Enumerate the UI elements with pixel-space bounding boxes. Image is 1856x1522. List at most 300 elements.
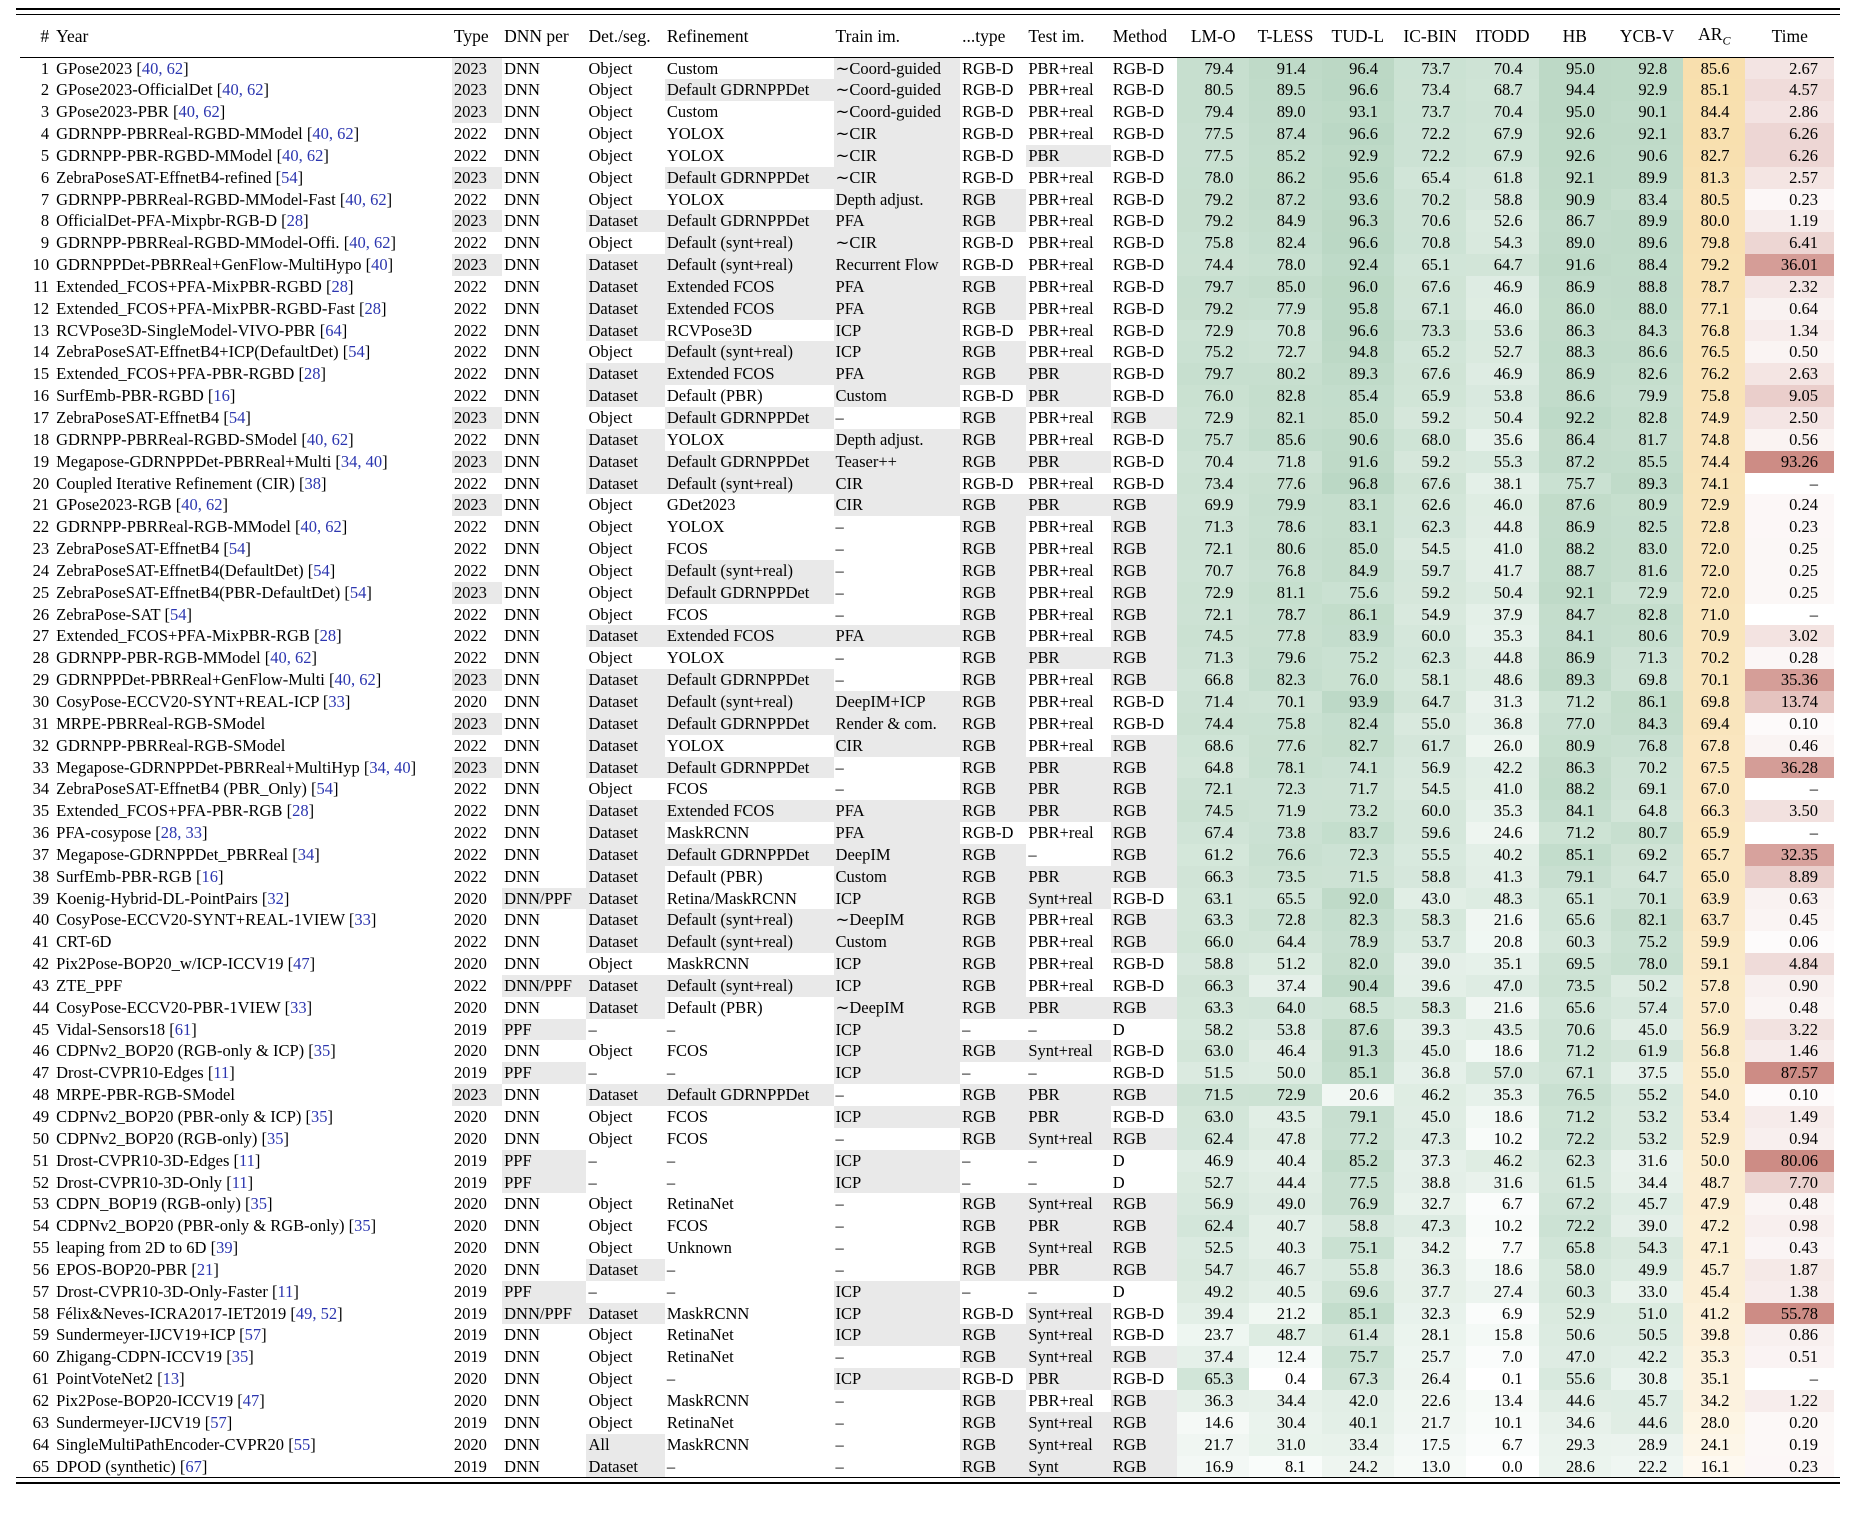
cell-detseg: Object: [588, 1369, 633, 1389]
citation-link[interactable]: 54: [349, 582, 367, 602]
cell-time: 6.26: [1745, 123, 1834, 145]
cell-detseg: –: [588, 1281, 597, 1301]
cell-method: RGB: [1111, 1434, 1177, 1456]
citation-link[interactable]: 40, 62: [178, 102, 220, 122]
cell-hb: 70.6: [1539, 1019, 1611, 1041]
cell-hb: 67.1: [1539, 1062, 1611, 1084]
citation-link[interactable]: 28, 33: [160, 823, 203, 843]
cell-time: 93.26: [1745, 451, 1834, 473]
cell-method: RGB: [1111, 1237, 1177, 1259]
citation-link[interactable]: 47: [242, 1390, 260, 1410]
method-name: Extended_FCOS+PFA-MixPBR-RGBD: [56, 276, 322, 296]
cell-lmo: 61.2: [1177, 844, 1249, 866]
citation-link[interactable]: 35: [354, 1216, 371, 1236]
cell-method: RGB: [1111, 778, 1177, 800]
cell-tless: 21.2: [1249, 1303, 1321, 1325]
cell-time: 0.56: [1745, 429, 1834, 451]
cell-trainim: –: [835, 648, 844, 668]
citation-link[interactable]: 40, 62: [300, 517, 342, 537]
cell-arc: 45.4: [1683, 1281, 1745, 1303]
cell-arc: 54.0: [1683, 1084, 1745, 1106]
cell-arc: 72.0: [1683, 538, 1745, 560]
citation-link[interactable]: 54: [228, 539, 246, 559]
citation-link[interactable]: 54: [313, 560, 330, 580]
cell-time: 80.06: [1745, 1150, 1834, 1172]
cell-detseg: Object: [588, 145, 633, 165]
cell-ycbv: 80.9: [1611, 494, 1683, 516]
cell-time: –: [1745, 473, 1834, 495]
cell-refinement: Custom: [666, 58, 719, 78]
cell-idx: 28: [32, 648, 50, 668]
cell-icbin: 59.2: [1394, 451, 1466, 473]
method-name: PointVoteNet2: [56, 1369, 154, 1389]
cell-arc: 74.1: [1683, 473, 1745, 495]
cell-ycbv: 84.3: [1611, 320, 1683, 342]
cell-dnnper: DNN: [504, 495, 540, 515]
table-row: [20, 647, 1834, 669]
cell-hb: 58.0: [1539, 1259, 1611, 1281]
cell-tless: 73.5: [1249, 866, 1321, 888]
citation-bracket: [: [331, 451, 341, 471]
table-row: [20, 822, 1834, 844]
cell-testim: PBR+real: [1028, 80, 1094, 100]
citation-link[interactable]: 54: [348, 342, 365, 362]
citation-link[interactable]: 34, 40: [340, 451, 383, 471]
cell-type: 2022: [453, 145, 487, 165]
citation-link[interactable]: 33: [328, 691, 345, 711]
table-row: [20, 1193, 1834, 1215]
cell-ycbv: 82.5: [1611, 516, 1683, 538]
cell-lmo: 70.7: [1177, 560, 1249, 582]
citation-link[interactable]: 40, 62: [270, 648, 312, 668]
cell-time: 0.23: [1745, 189, 1834, 211]
citation-link[interactable]: 35: [250, 1194, 267, 1214]
cell-imtype: RGB: [960, 757, 1026, 779]
citation-bracket: ]: [179, 1369, 185, 1389]
cell-trainim: ∼CIR: [834, 167, 961, 189]
method-name: GPose2023-OfficialDet: [56, 80, 213, 100]
cell-detseg: Object: [588, 58, 633, 78]
citation-link[interactable]: 11: [231, 1172, 248, 1192]
cell-method: RGB: [1111, 735, 1177, 757]
cell-lmo: 68.6: [1177, 735, 1249, 757]
citation-link[interactable]: 11: [213, 1063, 230, 1083]
citation-link[interactable]: 34: [297, 844, 315, 864]
cell-tless: 30.4: [1249, 1412, 1321, 1434]
citation-link[interactable]: 40, 62: [345, 189, 387, 209]
table-row: [20, 429, 1834, 451]
cell-itodd: 0.1: [1466, 1368, 1538, 1390]
method-name: Drost-CVPR10-Edges: [56, 1063, 204, 1083]
cell-name: [54, 232, 452, 254]
cell-hb: 67.2: [1539, 1193, 1611, 1215]
cell-ycbv: 51.0: [1611, 1303, 1683, 1325]
citation-link[interactable]: 40, 62: [334, 670, 376, 690]
citation-link[interactable]: 57: [244, 1325, 262, 1345]
cell-idx: 5: [40, 145, 50, 165]
cell-imtype: –: [962, 1281, 971, 1301]
cell-tless: 76.8: [1249, 560, 1321, 582]
cell-trainim: ∼DeepIM: [834, 997, 961, 1019]
citation-link[interactable]: 40, 62: [141, 58, 184, 78]
cell-detseg: Dataset: [586, 713, 664, 735]
cell-hb: 50.6: [1539, 1324, 1611, 1346]
cell-refinement: Retina/MaskRCNN: [666, 888, 797, 908]
cell-arc: 24.1: [1683, 1434, 1745, 1456]
cell-ycbv: 92.1: [1611, 123, 1683, 145]
citation-link[interactable]: 40: [371, 255, 388, 275]
citation-link[interactable]: 11: [277, 1281, 294, 1301]
cell-hb: 86.7: [1539, 210, 1611, 232]
cell-type: 2022: [453, 844, 487, 864]
cell-tudl: 75.6: [1322, 582, 1394, 604]
cell-refinement: Unknown: [666, 1238, 732, 1258]
method-name: GDRNPP-PBRReal-RGBD-MModel: [56, 124, 303, 144]
cell-ycbv: 89.9: [1611, 210, 1683, 232]
cell-testim: PBR+real: [1028, 932, 1094, 952]
citation-link[interactable]: 11: [239, 1150, 255, 1170]
cell-testim: PBR+real: [1028, 626, 1094, 646]
table-row: [20, 1303, 1834, 1325]
cell-refinement: Extended FCOS: [665, 363, 834, 385]
citation-link[interactable]: 54: [169, 604, 187, 624]
cell-icbin: 45.0: [1394, 1106, 1466, 1128]
cell-name: [54, 123, 452, 145]
cell-trainim: DeepIM+ICP: [834, 691, 961, 713]
citation-link[interactable]: 40, 62: [306, 429, 349, 449]
cell-method: RGB: [1111, 1412, 1177, 1434]
citation-link[interactable]: 54: [228, 408, 246, 427]
table-row: [20, 276, 1834, 298]
citation-bracket: [: [340, 582, 350, 602]
method-name: ZebraPoseSAT-EffnetB4+ICP(DefaultDet): [56, 342, 339, 362]
cell-method: RGB-D: [1112, 473, 1165, 493]
cell-method: RGB-D: [1112, 298, 1165, 318]
cell-imtype: RGB: [960, 997, 1026, 1019]
citation-link[interactable]: 40, 62: [181, 495, 223, 515]
citation-link[interactable]: 38: [304, 473, 321, 493]
cell-tudl: 72.3: [1322, 844, 1394, 866]
cell-name: [54, 582, 452, 604]
cell-dnnper: DNN: [504, 560, 540, 580]
method-name: Megapose-GDRNPPDet-PBRReal+MultiHyp: [56, 757, 360, 777]
cell-itodd: 38.1: [1466, 473, 1538, 495]
cell-type: 2020: [453, 954, 487, 974]
cell-time: 0.90: [1745, 975, 1834, 997]
cell-dnnper: DNN: [504, 713, 540, 733]
cell-tudl: 85.0: [1322, 407, 1394, 429]
cell-name: [54, 189, 452, 211]
cell-dnnper: DNN: [504, 582, 540, 602]
table-row: [20, 494, 1834, 516]
cell-refinement: Default GDRNPPDet: [665, 167, 834, 189]
citation-link[interactable]: 40, 62: [312, 124, 354, 144]
cell-detseg: Object: [588, 648, 633, 668]
cell-detseg: Dataset: [586, 385, 664, 407]
cell-refinement: –: [666, 1150, 676, 1170]
citation-bracket: [: [222, 1347, 232, 1367]
cell-method: RGB: [1111, 560, 1177, 582]
cell-method: RGB-D: [1112, 255, 1165, 275]
cell-itodd: 55.3: [1466, 451, 1538, 473]
citation-bracket: [: [283, 954, 294, 974]
cell-trainim: ICP: [834, 341, 961, 363]
cell-detseg: Object: [588, 233, 633, 253]
method-name: CosyPose-ECCV20-PBR-1VIEW: [56, 997, 281, 1017]
cell-dnnper: PPF: [502, 1150, 586, 1172]
citation-link[interactable]: 35: [231, 1347, 249, 1367]
citation-link[interactable]: 39: [216, 1238, 233, 1258]
cell-time: 36.01: [1745, 254, 1834, 276]
cell-icbin: 65.1: [1394, 254, 1466, 276]
cell-arc: 78.7: [1683, 276, 1745, 298]
cell-method: RGB-D: [1112, 954, 1165, 974]
cell-ycbv: 85.5: [1611, 451, 1683, 473]
table-row: [20, 1390, 1834, 1412]
citation-link[interactable]: 16: [201, 866, 218, 886]
cell-hb: 62.3: [1539, 1150, 1611, 1172]
cell-arc: 69.8: [1683, 691, 1745, 713]
cell-arc: 71.0: [1683, 604, 1745, 626]
cell-lmo: 21.7: [1177, 1434, 1249, 1456]
table-row: [20, 1237, 1834, 1259]
col-header-dnn-per: DNN per: [502, 15, 586, 57]
cell-arc: 65.7: [1683, 844, 1745, 866]
cell-arc: 35.3: [1683, 1346, 1745, 1368]
cell-lmo: 63.0: [1177, 1106, 1249, 1128]
cell-tudl: 61.4: [1322, 1324, 1394, 1346]
cell-testim: PBR+real: [1028, 975, 1094, 995]
cell-icbin: 59.2: [1394, 582, 1466, 604]
citation-link[interactable]: 28: [331, 276, 348, 296]
cell-testim: –: [1028, 1150, 1037, 1170]
cell-trainim: ICP: [834, 1040, 961, 1062]
cell-testim: PBR+real: [1028, 408, 1094, 427]
cell-method: RGB-D: [1112, 320, 1165, 340]
cell-dnnper: DNN: [504, 451, 540, 471]
cell-arc: 76.2: [1683, 363, 1745, 385]
cell-ycbv: 82.1: [1611, 909, 1683, 931]
cell-dnnper: DNN: [504, 429, 540, 449]
cell-tudl: 96.6: [1322, 123, 1394, 145]
citation-link[interactable]: 32: [267, 888, 284, 908]
cell-trainim: –: [835, 1238, 844, 1258]
cell-refinement: Default GDRNPPDet: [665, 1084, 834, 1106]
cell-hb: 88.3: [1539, 341, 1611, 363]
cell-time: 0.43: [1745, 1237, 1834, 1259]
cell-type: 2023: [452, 407, 502, 429]
cell-dnnper: DNN: [504, 1194, 540, 1214]
cell-tudl: 85.0: [1322, 538, 1394, 560]
cell-lmo: 63.0: [1177, 1040, 1249, 1062]
cell-name: [54, 757, 452, 779]
cell-time: 0.23: [1745, 516, 1834, 538]
method-name: SingleMultiPathEncoder-CVPR20: [56, 1434, 285, 1454]
citation-link[interactable]: 47: [293, 954, 310, 974]
citation-link[interactable]: 34, 40: [369, 757, 411, 777]
citation-bracket: [: [286, 1303, 296, 1323]
citation-bracket: [: [294, 473, 305, 493]
cell-ycbv: 89.3: [1611, 473, 1683, 495]
cell-time: 2.32: [1745, 276, 1834, 298]
citation-link[interactable]: 54: [281, 167, 298, 187]
cell-icbin: 67.6: [1394, 473, 1466, 495]
citation-link[interactable]: 40, 62: [222, 80, 264, 100]
cell-refinement: Custom: [666, 102, 719, 122]
cell-imtype: RGB-D: [962, 233, 1014, 253]
cell-detseg: Dataset: [586, 1303, 664, 1325]
cell-icbin: 25.7: [1394, 1346, 1466, 1368]
cell-testim: PBR+real: [1028, 342, 1094, 362]
cell-icbin: 54.9: [1394, 604, 1466, 626]
cell-trainim: –: [835, 1412, 844, 1432]
col-header-icbin: IC-BIN: [1394, 15, 1466, 57]
cell-imtype: RGB: [960, 582, 1026, 604]
cell-time: –: [1745, 778, 1834, 800]
cell-idx: 45: [32, 1019, 50, 1039]
cell-icbin: 70.8: [1394, 232, 1466, 254]
cell-arc: 81.3: [1683, 167, 1745, 189]
cell-dnnper: DNN: [504, 80, 540, 100]
citation-link[interactable]: 28: [286, 211, 304, 231]
cell-detseg: Dataset: [586, 625, 664, 647]
citation-bracket: ]: [366, 582, 372, 602]
method-name: Extended_FCOS+PFA-PBR-RGB: [56, 801, 283, 821]
cell-method: RGB: [1111, 516, 1177, 538]
citation-bracket: [: [257, 888, 268, 908]
cell-method: RGB-D: [1112, 1107, 1165, 1126]
citation-link[interactable]: 28: [364, 298, 381, 318]
cell-arc: 72.0: [1683, 560, 1745, 582]
method-name: CDPN_BOP19 (RGB-only): [56, 1194, 241, 1214]
citation-link[interactable]: 28: [292, 801, 309, 821]
cell-type: 2022: [453, 517, 487, 537]
cell-type: 2022: [453, 189, 487, 209]
table-row: [20, 975, 1834, 997]
cell-tless: 49.0: [1249, 1193, 1321, 1215]
cell-itodd: 41.0: [1466, 538, 1538, 560]
citation-bracket: ]: [410, 757, 417, 777]
method-name: Megapose-GDRNPPDet-PBRReal+Multi: [56, 451, 332, 471]
cell-tudl: 95.8: [1322, 298, 1394, 320]
citation-bracket: [: [160, 604, 170, 624]
cell-tudl: 24.2: [1322, 1456, 1394, 1478]
citation-bracket: [: [175, 1456, 186, 1476]
cell-imtype: –: [962, 1150, 971, 1170]
cell-lmo: 72.1: [1177, 604, 1249, 626]
citation-link[interactable]: 49, 52: [295, 1303, 338, 1323]
cell-testim: PBR: [1026, 1259, 1110, 1281]
citation-link[interactable]: 28: [303, 364, 321, 384]
table-row: [20, 1062, 1834, 1084]
cell-testim: PBR: [1026, 866, 1110, 888]
table-row: [20, 866, 1834, 888]
cell-icbin: 72.2: [1394, 145, 1466, 167]
cell-name: [54, 713, 452, 735]
cell-imtype: RGB: [960, 1324, 1026, 1346]
cell-detseg: Dataset: [586, 363, 664, 385]
citation-link[interactable]: 40, 62: [349, 233, 391, 253]
cell-type: 2022: [453, 386, 487, 406]
table-row: [20, 473, 1834, 495]
cell-tless: 79.9: [1249, 494, 1321, 516]
cell-arc: 35.1: [1683, 1368, 1745, 1390]
citation-link[interactable]: 55: [293, 1434, 311, 1454]
citation-link[interactable]: 54: [316, 779, 333, 799]
citation-link[interactable]: 57: [210, 1412, 227, 1432]
citation-bracket: ]: [364, 342, 371, 362]
cell-lmo: 74.4: [1177, 254, 1249, 276]
citation-link[interactable]: 33: [290, 997, 307, 1017]
cell-method: RGB-D: [1112, 1041, 1165, 1061]
cell-testim: PBR: [1026, 1215, 1110, 1237]
table-row: [20, 101, 1834, 123]
cell-time: 8.89: [1745, 866, 1834, 888]
cell-ycbv: 83.0: [1611, 538, 1683, 560]
citation-link[interactable]: 61: [174, 1019, 192, 1039]
cell-imtype: RGB: [960, 931, 1026, 953]
cell-tudl: 82.3: [1322, 909, 1394, 931]
cell-method: RGB-D: [1112, 713, 1165, 733]
citation-link[interactable]: 35: [267, 1128, 284, 1148]
method-name: ZebraPoseSAT-EffnetB4 (PBR_Only): [56, 779, 307, 799]
cell-icbin: 53.7: [1394, 931, 1466, 953]
cell-trainim: ICP: [834, 1368, 961, 1390]
method-name: SurfEmb-PBR-RGB: [56, 866, 192, 886]
cell-name: [54, 1128, 452, 1150]
citation-link[interactable]: 33: [354, 910, 371, 930]
cell-ycbv: 69.1: [1611, 778, 1683, 800]
cell-type: 2023: [452, 57, 502, 79]
cell-detseg: Dataset: [586, 822, 664, 844]
citation-link[interactable]: 13: [162, 1369, 180, 1389]
citation-link[interactable]: 16: [213, 386, 230, 406]
citation-bracket: [: [267, 1281, 278, 1301]
cell-idx: 58: [32, 1303, 50, 1323]
cell-lmo: 71.3: [1177, 647, 1249, 669]
cell-detseg: Object: [588, 539, 633, 559]
cell-dnnper: DNN: [504, 779, 540, 799]
cell-testim: PBR+real: [1028, 735, 1094, 755]
citation-link[interactable]: 67: [185, 1456, 202, 1476]
cell-type: 2022: [453, 124, 487, 144]
citation-link[interactable]: 40, 62: [282, 145, 324, 165]
cell-icbin: 62.3: [1394, 516, 1466, 538]
cell-hb: 86.6: [1539, 385, 1611, 407]
citation-link[interactable]: 35: [311, 1107, 328, 1126]
cell-icbin: 73.7: [1394, 57, 1466, 79]
citation-bracket: ]: [267, 1194, 273, 1214]
cell-arc: 76.5: [1683, 341, 1745, 363]
cell-time: 0.48: [1745, 997, 1834, 1019]
citation-link[interactable]: 64: [325, 320, 342, 340]
citation-link[interactable]: 35: [313, 1041, 331, 1061]
cell-icbin: 59.7: [1394, 560, 1466, 582]
citation-bracket: [: [219, 539, 229, 559]
cell-type: 2023: [452, 1084, 502, 1106]
cell-tless: 72.8: [1249, 909, 1321, 931]
cell-type: 2022: [453, 364, 487, 384]
cell-testim: Synt+real: [1026, 1128, 1110, 1150]
cell-trainim: ICP: [834, 1281, 961, 1303]
table-row: [20, 254, 1834, 276]
citation-link[interactable]: 28: [319, 626, 337, 646]
cell-tless: 82.3: [1249, 669, 1321, 691]
cell-refinement: Default (synt+real): [665, 232, 834, 254]
cell-refinement: YOLOX: [666, 648, 725, 668]
citation-link[interactable]: 21: [196, 1259, 214, 1279]
cell-refinement: Extended FCOS: [665, 625, 834, 647]
